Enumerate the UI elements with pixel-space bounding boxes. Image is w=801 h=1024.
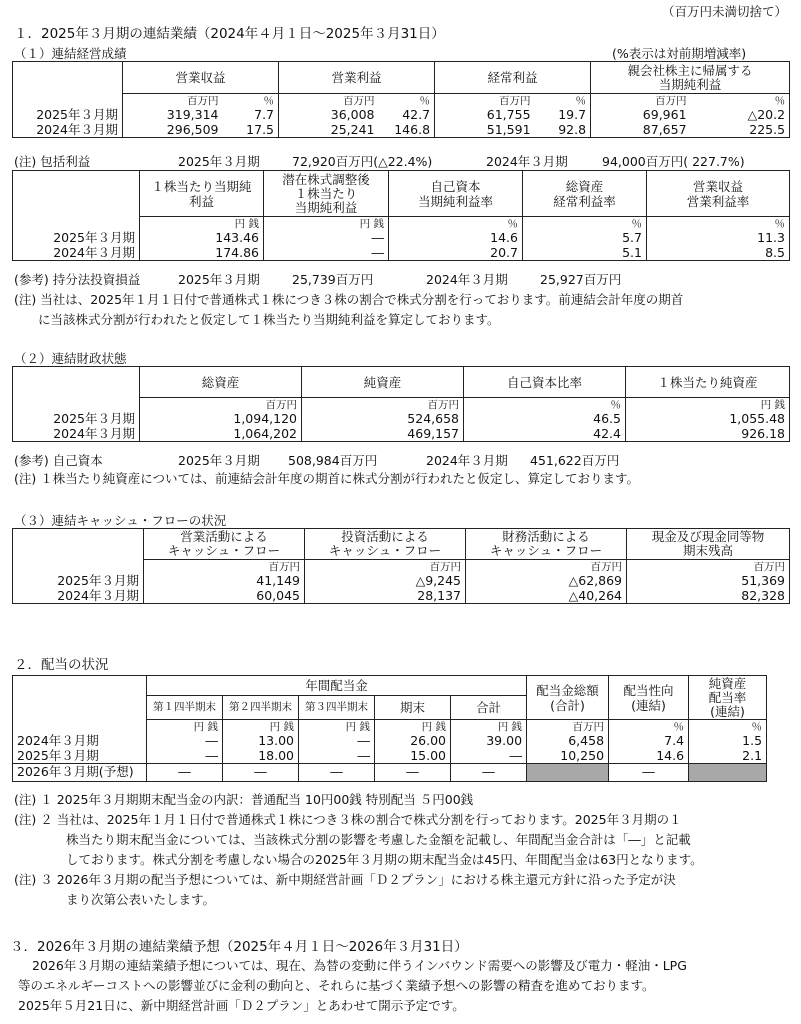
note-stock-split: (注) 当社は、2025年１月１日付で普通株式１株につき３株の割合で株式分割を行っております。前連結会計年度の期首 [14,292,684,307]
shaded-cell [527,764,609,782]
header-dividend-on-equity: 純資産 配当率 (連結) [689,676,767,720]
subsection-title-financial: （２）連結財政状態 [14,351,127,366]
operating-results-table: 営業収益 営業利益 経常利益 親会社株主に帰属する 当期純利益 百万円 ％ 百万円 ％ 百万円 ％ 百万円 ％ 2025年３月期 319,314 7.7 36,008 42.7 61,755 19.7 69,961 △20.2 2024年３月期 296,509 17.5 25,241 146.8 51,591 92.8 87,657 225.5 [12,61,790,138]
header-total-assets: 総資産 [140,367,302,398]
section-title-dividends: ２．配当の状況 [14,657,109,673]
table-row: 2024年３月期 296,509 17.5 25,241 146.8 51,591 92.8 87,657 225.5 [13,122,790,138]
header-eps: １株当たり当期純 利益 [140,171,264,217]
header-operating-income: 営業利益 [279,62,435,94]
comprehensive-income-2025: 72,920百万円(△22.4%) [292,154,433,169]
dividend-note-2: (注) ２ 当社は、2025年１月１日付で普通株式１株につき３株の割合で株式分割を行っております。2025年３月期の１ [14,812,682,827]
table-row: 2025年３月期 1,094,120 524,658 46.5 1,055.48 [13,411,790,426]
percent-note: (%表示は対前期増減率) [612,46,747,61]
forecast-paragraph: 2026年３月期の連結業績予想については、現在、為替の変動に伴うインバウンド需要への影響及び電力・軽油・LPG [32,958,687,973]
header-roa: 総資産 経常利益率 [523,171,647,217]
equity-method-2024: 25,927百万円 [540,272,622,287]
header-q3: 第３四半期末 [299,696,375,720]
note-bps: (注) １株当たり純資産については、前連結会計年度の期首に株式分割が行われたと仮定し、算定しております。 [14,471,639,486]
dividends-table: 年間配当金 配当金総額 (合計) 配当性向 (連結) 純資産 配当率 (連結) 第１四半期末 第２四半期末 第３四半期末 期末 合計 円 銭 円 銭 円 銭 円 銭 円 銭 百万円 ％ ％ 2024年３月期 ― 13.00 ― 26.00 39.00 6,458 7.4 1.5 2025年３月期 ― 18.00 ― 15.00 ― 10,250 14.6 2.1 2026年３月期(予想) ― ― ― ― ― ― [12,675,767,782]
equity-2025: 508,984百万円 [288,453,378,468]
header-equity-ratio: 自己資本比率 [464,367,626,398]
header-operating-cf: 営業活動による キャッシュ・フロー [144,529,305,560]
section-title-results: １．2025年３月期の連結業績（2024年４月１日～2025年３月31日） [14,26,445,42]
header-year-end: 期末 [375,696,451,720]
cashflow-table: 営業活動による キャッシュ・フロー 投資活動による キャッシュ・フロー 財務活動による キャッシュ・フロー 現金及び現金同等物 期末残高 百万円 百万円 百万円 百万円 2025年３月期 41,149 △9,245 △62,869 51,369 2024年３月期 60,045 28,137 △40,264 82,328 [12,528,790,604]
table-row: 2024年３月期 60,045 28,137 △40,264 82,328 [13,588,790,604]
table-row: 2024年３月期 ― 13.00 ― 26.00 39.00 6,458 7.4 1.5 [13,733,767,748]
unit-note: （百万円未満切捨て） [661,4,787,19]
header-q1: 第１四半期末 [147,696,223,720]
corner-cell [13,62,123,94]
header-operating-margin: 営業収益 営業利益率 [647,171,790,217]
header-revenue: 営業収益 [123,62,279,94]
comprehensive-income-label: (注) 包括利益 [14,154,91,169]
financial-position-table: 総資産 純資産 自己資本比率 １株当たり純資産 百万円 百万円 ％ 円 銭 2025年３月期 1,094,120 524,658 46.5 1,055.48 2024年３月期 1,064,202 469,157 42.4 926.18 [12,366,790,442]
header-bps: １株当たり純資産 [626,367,790,398]
header-payout-ratio: 配当性向 (連結) [609,676,689,720]
header-net-income: 親会社株主に帰属する 当期純利益 [591,62,790,94]
dividend-note-3: (注) ３ 2026年３月期の配当予想については、新中期経営計画「Ｄ２プラン」における株主還元方針に沿った予定が決 [14,872,676,887]
table-row: 2025年３月期 ― 18.00 ― 15.00 ― 10,250 14.6 2.1 [13,748,767,764]
equity-method-label: (参考) 持分法投資損益 [14,272,141,287]
table-row: 2025年３月期 41,149 △9,245 △62,869 51,369 [13,573,790,588]
equity-2024: 451,622百万円 [530,453,620,468]
header-q2: 第２四半期末 [223,696,299,720]
header-investing-cf: 投資活動による キャッシュ・フロー [305,529,466,560]
header-financing-cf: 財務活動による キャッシュ・フロー [466,529,627,560]
section-title-forecast: ３．2026年３月期の連結業績予想（2025年４月１日～2026年３月31日） [10,939,468,955]
subsection-title-operating: （１）連結経営成績 [14,46,127,61]
equity-label: (参考) 自己資本 [14,453,103,468]
subsection-title-cashflow: （３）連結キャッシュ・フローの状況 [14,513,227,528]
table-row: 2024年３月期 174.86 ― 20.7 5.1 8.5 [13,245,790,261]
header-total: 合計 [451,696,527,720]
equity-method-2025: 25,739百万円 [292,272,374,287]
comprehensive-income-2024: 94,000百万円( 227.7%) [602,154,745,169]
table-row: 2025年３月期 143.46 ― 14.6 5.7 11.3 [13,230,790,245]
dividend-note-1: (注) １ 2025年３月期期末配当金の内訳：普通配当 10円00銭 特別配当 ５円00銭 [14,792,474,807]
header-diluted-eps: 潜在株式調整後 １株当たり 当期純利益 [264,171,389,217]
table-row: 2025年３月期 319,314 7.7 36,008 42.7 61,755 19.7 69,961 △20.2 [13,107,790,122]
table-row: 2026年３月期(予想) ― ― ― ― ― ― [13,764,767,782]
header-roe: 自己資本 当期純利益率 [389,171,523,217]
header-ordinary-income: 経常利益 [435,62,591,94]
header-net-assets: 純資産 [302,367,464,398]
header-total-dividend: 配当金総額 (合計) [527,676,609,720]
header-annual-dividend: 年間配当金 [147,676,527,696]
per-share-table: １株当たり当期純 利益 潜在株式調整後 １株当たり 当期純利益 自己資本 当期純利益率 総資産 経常利益率 営業収益 営業利益率 円 銭 円 銭 ％ ％ ％ 2025年３月期 143.46 ― 14.6 5.7 11.3 2024年３月期 174.86 ― 20.7 5.1 8.5 [12,170,790,261]
header-cash-balance: 現金及び現金同等物 期末残高 [627,529,790,560]
shaded-cell [689,764,767,782]
table-row: 2024年３月期 1,064,202 469,157 42.4 926.18 [13,426,790,442]
